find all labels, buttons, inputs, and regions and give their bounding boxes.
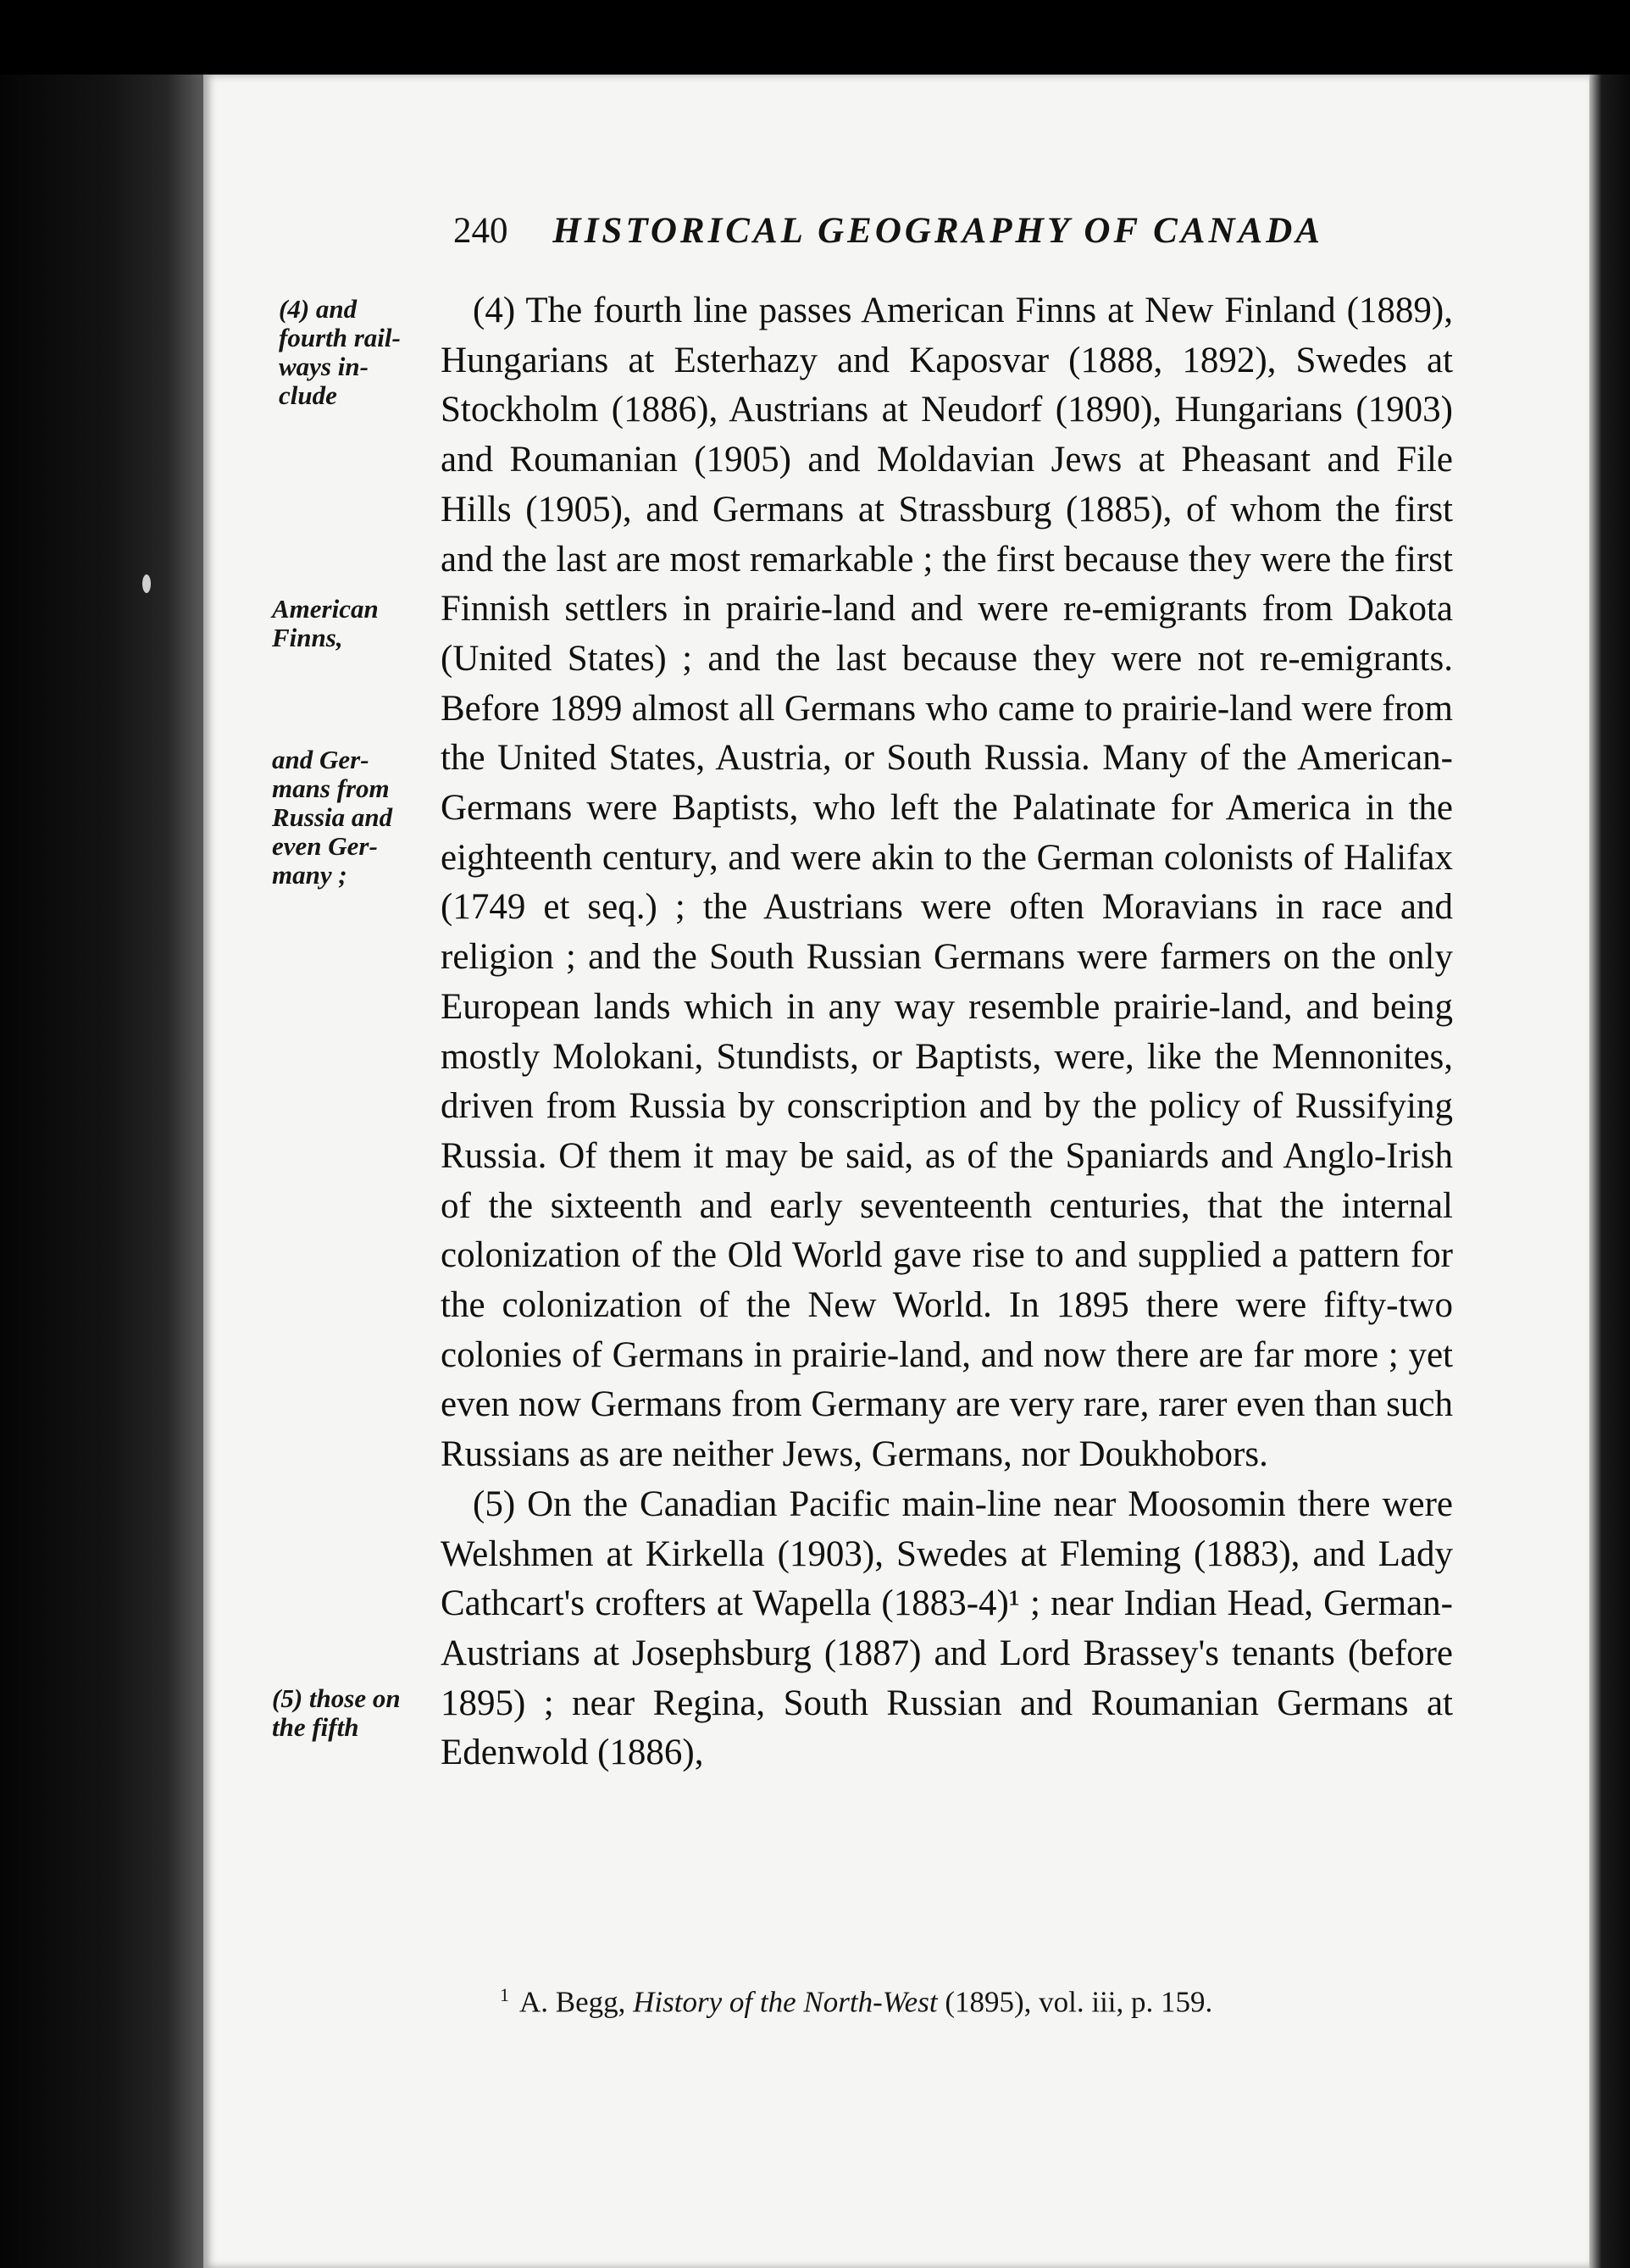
footnote-title: History of the North-West — [633, 1985, 938, 2019]
paragraph-fifth-line: (5) On the Canadian Pacific main-line near Moosomin there were Welshmen at Kirkella (1903), Swedes at Fleming (1883), and Lady Cathcart's crofters at Wapella (1883-4)¹ ; near Indian Head, German-Austrians at Josephsburg (1887) and Lord Brassey's tenants (before 1895) ; near Regina, South Russian and Roumanian Germans at Edenwold (1886), — [441, 1483, 1453, 1773]
page-number: 240 — [453, 211, 508, 251]
margin-note-american-finns: American Finns, — [272, 594, 379, 652]
margin-note-germans: and Ger- mans from Russia and even Ger- many ; — [272, 745, 393, 890]
scan-border-top — [0, 0, 1630, 75]
footnote-marker: 1 — [500, 1984, 509, 2005]
scan-border-right — [1589, 75, 1630, 2268]
footnote-author: A. Begg, — [519, 1985, 626, 2019]
footnote — [500, 1984, 1449, 2020]
running-head — [453, 210, 1334, 252]
scan-speck — [142, 574, 151, 593]
margin-note-fifth: (5) those on the fifth — [272, 1683, 401, 1742]
body-text — [441, 286, 1453, 1778]
paragraph-fourth-line: (4) The fourth line passes American Finns at New Finland (1889), Hungarians at Esterhazy and Kaposvar (1888, 1892), Swedes at Stockholm (1886), Austrians at Neudorf (1890), Hungarians (1903) and Roumanian (1905) and Moldavian Jews at Pheasant and File Hills (1905), and Germans at Strassburg (1885), of whom the first and the last are most remarkable ; the first because they were the first Finnish settlers in prairie-land and were re-emigrants from Dakota (United States) ; and the last because they were not re-emigrants. Before 1899 almost all Germans who came to prairie-land were from the United States, Austria, or South Russia. Many of the American-Germans were Baptists, who left the Palatinate for America in the eighteenth century, and were akin to the German colonists of Halifax (1749 et seq.) ; the Austrians were often Moravians in race and religion ; and the South Russian Germans were farmers on the only European lands which in any way resemble prairie-land, and being mostly Molokani, Stundists, or Baptists, were, like the Mennonites, driven from Russia by conscription and by the policy of Russifying Russia. Of them it may be said, as of the Spaniards and Anglo-Irish of the sixteenth and early seventeenth centuries, that the internal colonization of the Old World gave rise to and supplied a pattern for the colonization of the New World. In 1895 there were fifty-two colonies of Germans in prairie-land, and now there are far more ; yet even now Germans from Germany are very rare, rarer even than such Russians as are neither Jews, Germans, nor Doukhobors. — [441, 291, 1453, 1475]
footnote-citation: (1895), vol. iii, p. 159. — [945, 1985, 1213, 2019]
book-gutter — [0, 75, 203, 2268]
margin-note-fourth: (4) and fourth rail- ways in- clude — [279, 294, 401, 410]
page-header-title: HISTORICAL GEOGRAPHY OF CANADA — [552, 211, 1323, 251]
